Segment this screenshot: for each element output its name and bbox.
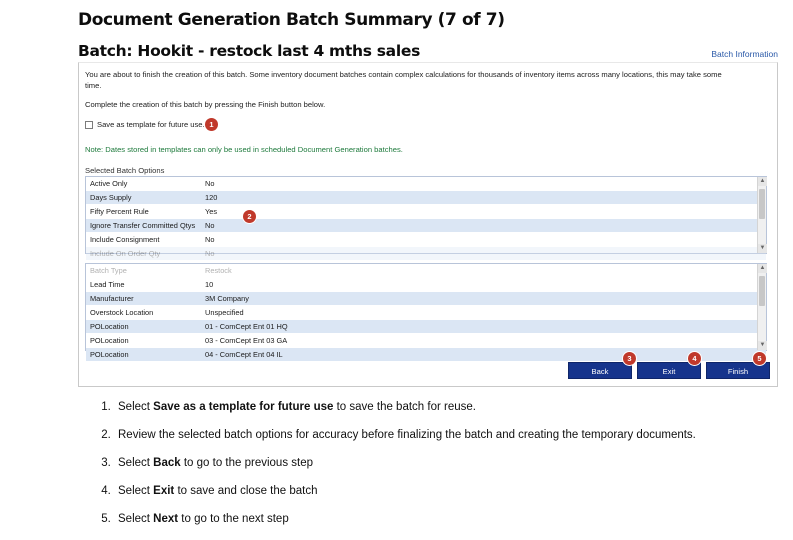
grid-top-scrollbar[interactable] bbox=[757, 177, 766, 253]
option-value: No bbox=[205, 249, 215, 258]
option-value: Unspecified bbox=[205, 308, 244, 317]
table-row[interactable] bbox=[86, 247, 766, 261]
option-value: No bbox=[205, 235, 215, 244]
option-value: 04 - ComCept Ent 04 IL bbox=[205, 350, 283, 359]
option-value: No bbox=[205, 179, 215, 188]
callout-badge-2: 2 bbox=[243, 210, 256, 223]
option-name: Include Consignment bbox=[90, 235, 160, 244]
step-text-post: to go to the next step bbox=[178, 513, 289, 525]
grid-bottom-scrollbar[interactable] bbox=[757, 264, 766, 350]
step-text-bold: Next bbox=[153, 513, 179, 525]
table-row[interactable] bbox=[86, 348, 766, 362]
callout-badge-1: 1 bbox=[205, 118, 218, 131]
option-name: POLocation bbox=[90, 350, 129, 359]
template-note: Note: Dates stored in templates can only be used in scheduled Document Generation batches. bbox=[85, 145, 403, 154]
option-name: Overstock Location bbox=[90, 308, 154, 317]
table-row[interactable] bbox=[86, 205, 766, 219]
option-value: 10 bbox=[205, 280, 214, 289]
option-name: POLocation bbox=[90, 336, 129, 345]
app-screenshot-frame bbox=[78, 62, 778, 387]
option-name: Batch Type bbox=[90, 266, 127, 275]
option-name: Lead Time bbox=[90, 280, 125, 289]
instruction-text: Complete the creation of this batch by pressing the Finish button below. bbox=[85, 100, 326, 109]
table-row[interactable] bbox=[86, 233, 766, 247]
save-as-template-label: Save as template for future use. bbox=[97, 120, 205, 129]
batch-options-grid-top[interactable] bbox=[85, 176, 767, 258]
step-text-pre: Select bbox=[118, 485, 154, 497]
table-row[interactable] bbox=[86, 191, 766, 205]
option-name: Days Supply bbox=[90, 193, 132, 202]
step-text-pre: Select bbox=[118, 401, 154, 413]
step-text-post: to save the batch for reuse. bbox=[333, 401, 476, 413]
batch-information-link[interactable]: Batch Information bbox=[711, 49, 778, 59]
option-name: Include On Order Qty bbox=[90, 249, 161, 258]
option-value: Yes bbox=[205, 207, 218, 216]
step-text-post: to go to the previous step bbox=[180, 457, 314, 469]
callout-badge-4: 4 bbox=[688, 352, 701, 365]
table-row[interactable] bbox=[86, 177, 766, 191]
save-as-template-checkbox[interactable] bbox=[85, 121, 93, 129]
page-title: Document Generation Batch Summary (7 of 7) bbox=[78, 10, 505, 30]
option-name: Active Only bbox=[90, 179, 128, 188]
list-item bbox=[114, 510, 774, 528]
step-text-bold: Save as a template for future use bbox=[153, 401, 334, 413]
option-name: Ignore Transfer Committed Qtys bbox=[90, 221, 196, 230]
table-row[interactable] bbox=[86, 219, 766, 233]
step-text-pre: Select bbox=[118, 513, 154, 525]
step-text-pre: Review the selected batch options for accuracy before finalizing the batch and creating the temporary documents. bbox=[118, 429, 696, 441]
intro-text: You are about to finish the creation of this batch. Some inventory document batches contain complex calculations for thousands of inventory items across many locations, this may take some time. bbox=[85, 70, 722, 90]
exit-button[interactable]: Exit bbox=[637, 362, 701, 379]
scrollbar-thumb[interactable] bbox=[759, 189, 765, 219]
batch-options-grid-bottom[interactable] bbox=[85, 263, 767, 359]
steps-list bbox=[88, 398, 774, 538]
option-value: 01 - ComCept Ent 01 HQ bbox=[205, 322, 288, 331]
scroll-up-icon[interactable]: ▲ bbox=[759, 178, 766, 184]
scrollbar-thumb[interactable] bbox=[759, 276, 765, 306]
save-as-template-row[interactable] bbox=[85, 120, 205, 129]
option-name: Manufacturer bbox=[90, 294, 134, 303]
table-row[interactable] bbox=[86, 292, 766, 306]
callout-badge-5: 5 bbox=[753, 352, 766, 365]
table-row[interactable] bbox=[86, 264, 766, 278]
wizard-button-row bbox=[568, 362, 770, 379]
selected-batch-options-label: Selected Batch Options bbox=[85, 166, 165, 175]
step-text-bold: Exit bbox=[153, 485, 175, 497]
table-row[interactable] bbox=[86, 306, 766, 320]
batch-subtitle: Batch: Hookit - restock last 4 mths sales bbox=[78, 42, 420, 60]
option-value: Restock bbox=[205, 266, 232, 275]
scroll-down-icon[interactable]: ▼ bbox=[759, 245, 766, 251]
table-row[interactable] bbox=[86, 278, 766, 292]
step-text-pre: Select bbox=[118, 457, 154, 469]
table-row[interactable] bbox=[86, 334, 766, 348]
list-item bbox=[114, 482, 774, 500]
scroll-down-icon[interactable]: ▼ bbox=[759, 342, 766, 348]
list-item bbox=[114, 426, 774, 444]
option-value: No bbox=[205, 221, 215, 230]
callout-badge-3: 3 bbox=[623, 352, 636, 365]
step-text-post: to save and close the batch bbox=[174, 485, 318, 497]
finish-button[interactable]: Finish bbox=[706, 362, 770, 379]
option-value: 3M Company bbox=[205, 294, 249, 303]
table-row[interactable] bbox=[86, 320, 766, 334]
option-name: POLocation bbox=[90, 322, 129, 331]
option-name: Fifty Percent Rule bbox=[90, 207, 149, 216]
scroll-up-icon[interactable]: ▲ bbox=[759, 265, 766, 271]
step-text-bold: Back bbox=[153, 457, 181, 469]
option-value: 03 - ComCept Ent 03 GA bbox=[205, 336, 288, 345]
list-item bbox=[114, 454, 774, 472]
option-value: 120 bbox=[205, 193, 218, 202]
back-button[interactable]: Back bbox=[568, 362, 632, 379]
list-item bbox=[114, 398, 774, 416]
